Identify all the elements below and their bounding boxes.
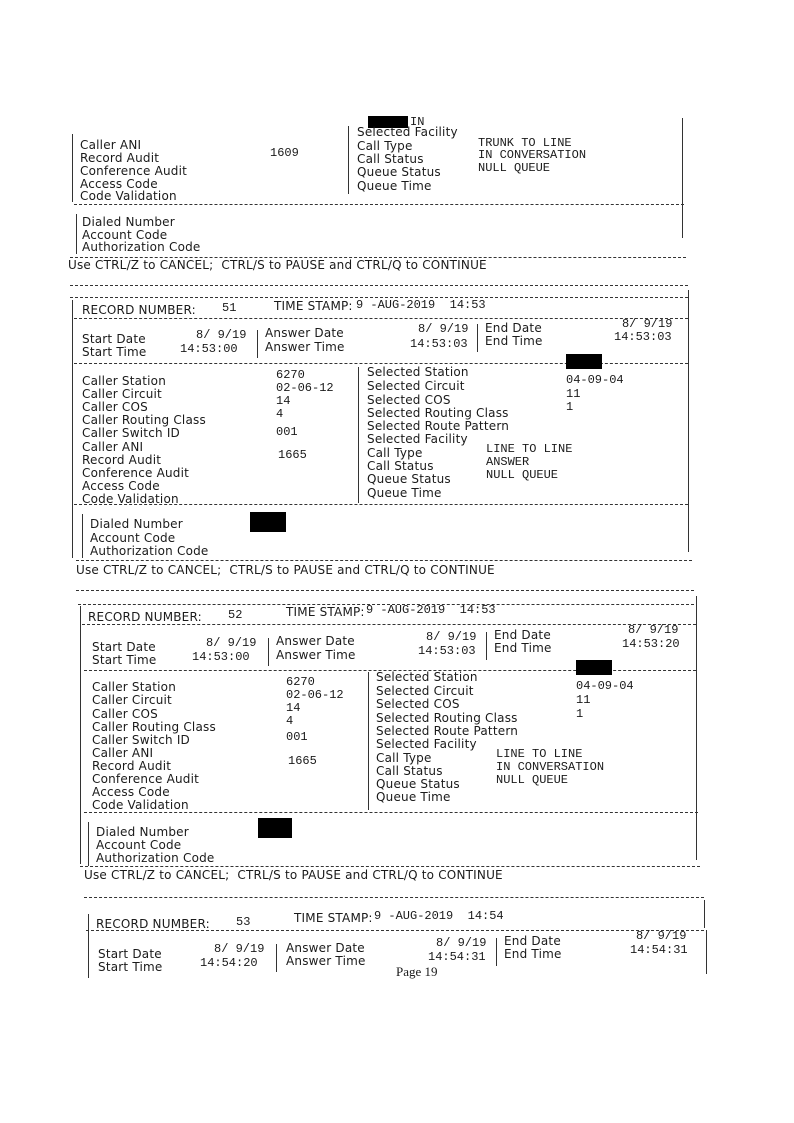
caller-switch-id: 001 [286, 730, 308, 744]
redaction-block [258, 818, 292, 838]
caller-cos-label: Caller COS [92, 707, 158, 721]
caller-ani-label: Caller ANI [82, 440, 144, 454]
start-date-label: Start Date [98, 947, 162, 961]
field-label: Account Code [82, 228, 168, 242]
caller-switch-id-label: Caller Switch ID [82, 426, 180, 440]
queue-time-label: Queue Time [376, 790, 451, 804]
queue-status: NULL QUEUE [486, 468, 559, 482]
record-audit: 1665 [288, 754, 317, 768]
record-number-label: RECORD NUMBER: [88, 610, 202, 624]
border-line [80, 606, 81, 864]
field-label: Dialed Number [82, 215, 175, 229]
call-status-label: Call Status [367, 459, 434, 473]
caller-routing-class: 4 [286, 714, 294, 728]
answer-time-label: Answer Time [286, 954, 366, 968]
time-stamp: 9 -AUG-2019 14:53 [366, 603, 496, 617]
selected-circuit: 04-09-04 [566, 373, 624, 387]
selected-route-pattern-label: Selected Route Pattern [376, 724, 519, 738]
border-line [72, 300, 73, 558]
caller-station-label: Caller Station [92, 680, 176, 694]
queue-time-label: Queue Time [367, 486, 442, 500]
selected-routing-class: 1 [566, 400, 574, 414]
record-number: 52 [228, 608, 243, 622]
caller-station: 6270 [276, 368, 305, 382]
border-line [368, 672, 369, 810]
dashed-divider [74, 318, 688, 319]
border-line [704, 900, 705, 928]
selected-route-pattern-label: Selected Route Pattern [367, 419, 510, 433]
dashed-divider [82, 624, 696, 625]
control-instructions: Use CTRL/Z to CANCEL; CTRL/S to PAUSE and CTRL/Q to CONTINUE [68, 258, 487, 272]
field-label: Code Validation [80, 189, 177, 203]
queue-status-label: Queue Status [376, 777, 460, 791]
start-time-label: Start Time [82, 345, 147, 359]
answer-time-label: Answer Time [276, 648, 356, 662]
selected-cos: 11 [566, 387, 581, 401]
answer-date: 8/ 9/19 [426, 630, 477, 644]
conference-audit-label: Conference Audit [82, 466, 190, 480]
end-date-label: End Date [504, 934, 561, 948]
border-line [496, 938, 497, 966]
border-line [276, 944, 277, 972]
call-type: LINE TO LINE [486, 442, 573, 456]
field-label: Call Type [357, 139, 413, 153]
caller-switch-id: 001 [276, 425, 298, 439]
record-number-label: RECORD NUMBER: [82, 303, 196, 317]
control-instructions: Use CTRL/Z to CANCEL; CTRL/S to PAUSE and CTRL/Q to CONTINUE [84, 868, 503, 882]
time-stamp-label: TIME STAMP: [294, 911, 373, 925]
caller-routing-class-label: Caller Routing Class [92, 720, 216, 734]
selected-station-label: Selected Station [367, 365, 469, 379]
end-time-label: End Time [494, 641, 552, 655]
border-line [688, 290, 689, 552]
border-line [257, 330, 258, 358]
record-number: 53 [236, 915, 251, 929]
end-date: 8/ 9/19 [628, 623, 679, 637]
start-date: 8/ 9/19 [206, 636, 257, 650]
selected-cos: 11 [576, 693, 591, 707]
conference-audit-label: Conference Audit [92, 772, 200, 786]
end-time: 14:53:20 [622, 637, 680, 651]
field-label: Record Audit [80, 151, 160, 165]
start-date-label: Start Date [82, 332, 146, 346]
selected-circuit-label: Selected Circuit [367, 379, 465, 393]
answer-date: 8/ 9/19 [418, 322, 469, 336]
record-audit-label: Record Audit [82, 453, 162, 467]
dashed-divider [80, 866, 700, 867]
answer-time-label: Answer Time [265, 340, 345, 354]
dashed-divider [76, 560, 692, 561]
answer-date-label: Answer Date [265, 326, 344, 340]
caller-circuit: 02-06-12 [286, 688, 344, 702]
answer-date: 8/ 9/19 [436, 936, 487, 950]
time-stamp-label: TIME STAMP: [286, 605, 365, 619]
border-line [268, 638, 269, 666]
end-date-label: End Date [494, 628, 551, 642]
field-label: Conference Audit [80, 164, 188, 178]
border-line [477, 324, 478, 352]
selected-cos-label: Selected COS [367, 393, 451, 407]
time-stamp-label: TIME STAMP: [274, 299, 353, 313]
code-validation-label: Code Validation [92, 798, 189, 812]
end-date: 8/ 9/19 [622, 317, 673, 331]
call-type-value: TRUNK TO LINE [478, 136, 572, 150]
dashed-divider [74, 204, 684, 205]
caller-cos-label: Caller COS [82, 400, 148, 414]
field-label: Queue Status [357, 165, 441, 179]
caller-circuit: 02-06-12 [276, 381, 334, 395]
access-code-label: Access Code [82, 479, 160, 493]
caller-circuit-label: Caller Circuit [82, 387, 162, 401]
selected-facility-label: Selected Facility [367, 432, 468, 446]
time-stamp: 9 -AUG-2019 14:54 [374, 909, 504, 923]
caller-switch-id-label: Caller Switch ID [92, 733, 190, 747]
caller-routing-class: 4 [276, 407, 284, 421]
dashed-divider [70, 285, 688, 286]
start-time: 14:53:00 [180, 342, 238, 356]
selected-facility-label: Selected Facility [376, 737, 477, 751]
border-line [82, 514, 83, 558]
queue-status-label: Queue Status [367, 472, 451, 486]
caller-cos: 14 [276, 394, 291, 408]
account-code-label: Account Code [90, 531, 176, 545]
border-line [696, 596, 697, 860]
account-code-label: Account Code [96, 838, 182, 852]
call-status-value: IN CONVERSATION [478, 148, 587, 162]
answer-date-label: Answer Date [286, 941, 365, 955]
start-date-label: Start Date [92, 640, 156, 654]
authorization-code-label: Authorization Code [90, 544, 209, 558]
field-label: Call Status [357, 152, 424, 166]
end-time-label: End Time [485, 334, 543, 348]
dashed-divider [84, 897, 704, 898]
start-date: 8/ 9/19 [214, 942, 265, 956]
call-status: IN CONVERSATION [496, 760, 605, 774]
answer-date-label: Answer Date [276, 634, 355, 648]
control-instructions: Use CTRL/Z to CANCEL; CTRL/S to PAUSE and CTRL/Q to CONTINUE [76, 563, 495, 577]
caller-circuit-label: Caller Circuit [92, 693, 172, 707]
record-audit: 1665 [278, 448, 307, 462]
field-label: Selected Facility [357, 125, 458, 139]
access-code-label: Access Code [92, 785, 170, 799]
time-stamp: 9 -AUG-2019 14:53 [356, 298, 486, 312]
selected-circuit: 04-09-04 [576, 679, 634, 693]
selected-routing-class: 1 [576, 707, 584, 721]
border-line [76, 214, 77, 254]
record-number-label: RECORD NUMBER: [96, 917, 210, 931]
start-time-label: Start Time [92, 653, 157, 667]
answer-time: 14:53:03 [410, 337, 468, 351]
caller-ani-label: Caller ANI [92, 746, 154, 760]
end-date: 8/ 9/19 [636, 929, 687, 943]
call-type-label: Call Type [367, 446, 423, 460]
field-label: Queue Time [357, 179, 432, 193]
caller-station: 6270 [286, 675, 315, 689]
redaction-block [576, 660, 612, 675]
field-label: Authorization Code [82, 240, 201, 254]
page-number: Page 19 [396, 964, 438, 979]
record-number: 51 [222, 301, 237, 315]
caller-station-label: Caller Station [82, 374, 166, 388]
selected-routing-class-label: Selected Routing Class [367, 406, 509, 420]
caller-routing-class-label: Caller Routing Class [82, 413, 206, 427]
record-audit-label: Record Audit [92, 759, 172, 773]
dashed-divider [74, 504, 688, 505]
border-line [486, 632, 487, 660]
call-type-label: Call Type [376, 751, 432, 765]
answer-time: 14:53:03 [418, 644, 476, 658]
selected-circuit-label: Selected Circuit [376, 684, 474, 698]
call-status: ANSWER [486, 455, 530, 469]
record-audit-value: 1609 [270, 146, 299, 160]
caller-cos: 14 [286, 701, 301, 715]
authorization-code-label: Authorization Code [96, 851, 215, 865]
border-line [682, 118, 683, 238]
border-line [88, 914, 89, 978]
start-time-label: Start Time [98, 960, 163, 974]
queue-status-value: NULL QUEUE [478, 161, 551, 175]
selected-routing-class-label: Selected Routing Class [376, 711, 518, 725]
facility-fragment: IN [410, 115, 425, 129]
dialed-number-label: Dialed Number [96, 825, 189, 839]
border-line [88, 822, 89, 866]
end-time: 14:53:03 [614, 330, 672, 344]
border-line [348, 126, 349, 194]
field-label: Access Code [80, 177, 158, 191]
call-type: LINE TO LINE [496, 747, 583, 761]
selected-station-label: Selected Station [376, 670, 478, 684]
end-time: 14:54:31 [630, 943, 688, 957]
border-line [706, 930, 707, 974]
dialed-number-label: Dialed Number [90, 517, 183, 531]
start-time: 14:54:20 [200, 956, 258, 970]
dashed-divider [76, 590, 694, 591]
border-line [72, 134, 73, 202]
end-time-label: End Time [504, 947, 562, 961]
redaction-block [566, 354, 602, 369]
code-validation-label: Code Validation [82, 492, 179, 506]
start-time: 14:53:00 [192, 650, 250, 664]
redaction-block [250, 512, 286, 532]
answer-time: 14:54:31 [428, 950, 486, 964]
selected-cos-label: Selected COS [376, 697, 460, 711]
dashed-divider [84, 812, 698, 813]
border-line [358, 367, 359, 503]
end-date-label: End Date [485, 321, 542, 335]
field-label: Caller ANI [80, 138, 142, 152]
queue-status: NULL QUEUE [496, 773, 569, 787]
call-status-label: Call Status [376, 764, 443, 778]
start-date: 8/ 9/19 [196, 328, 247, 342]
